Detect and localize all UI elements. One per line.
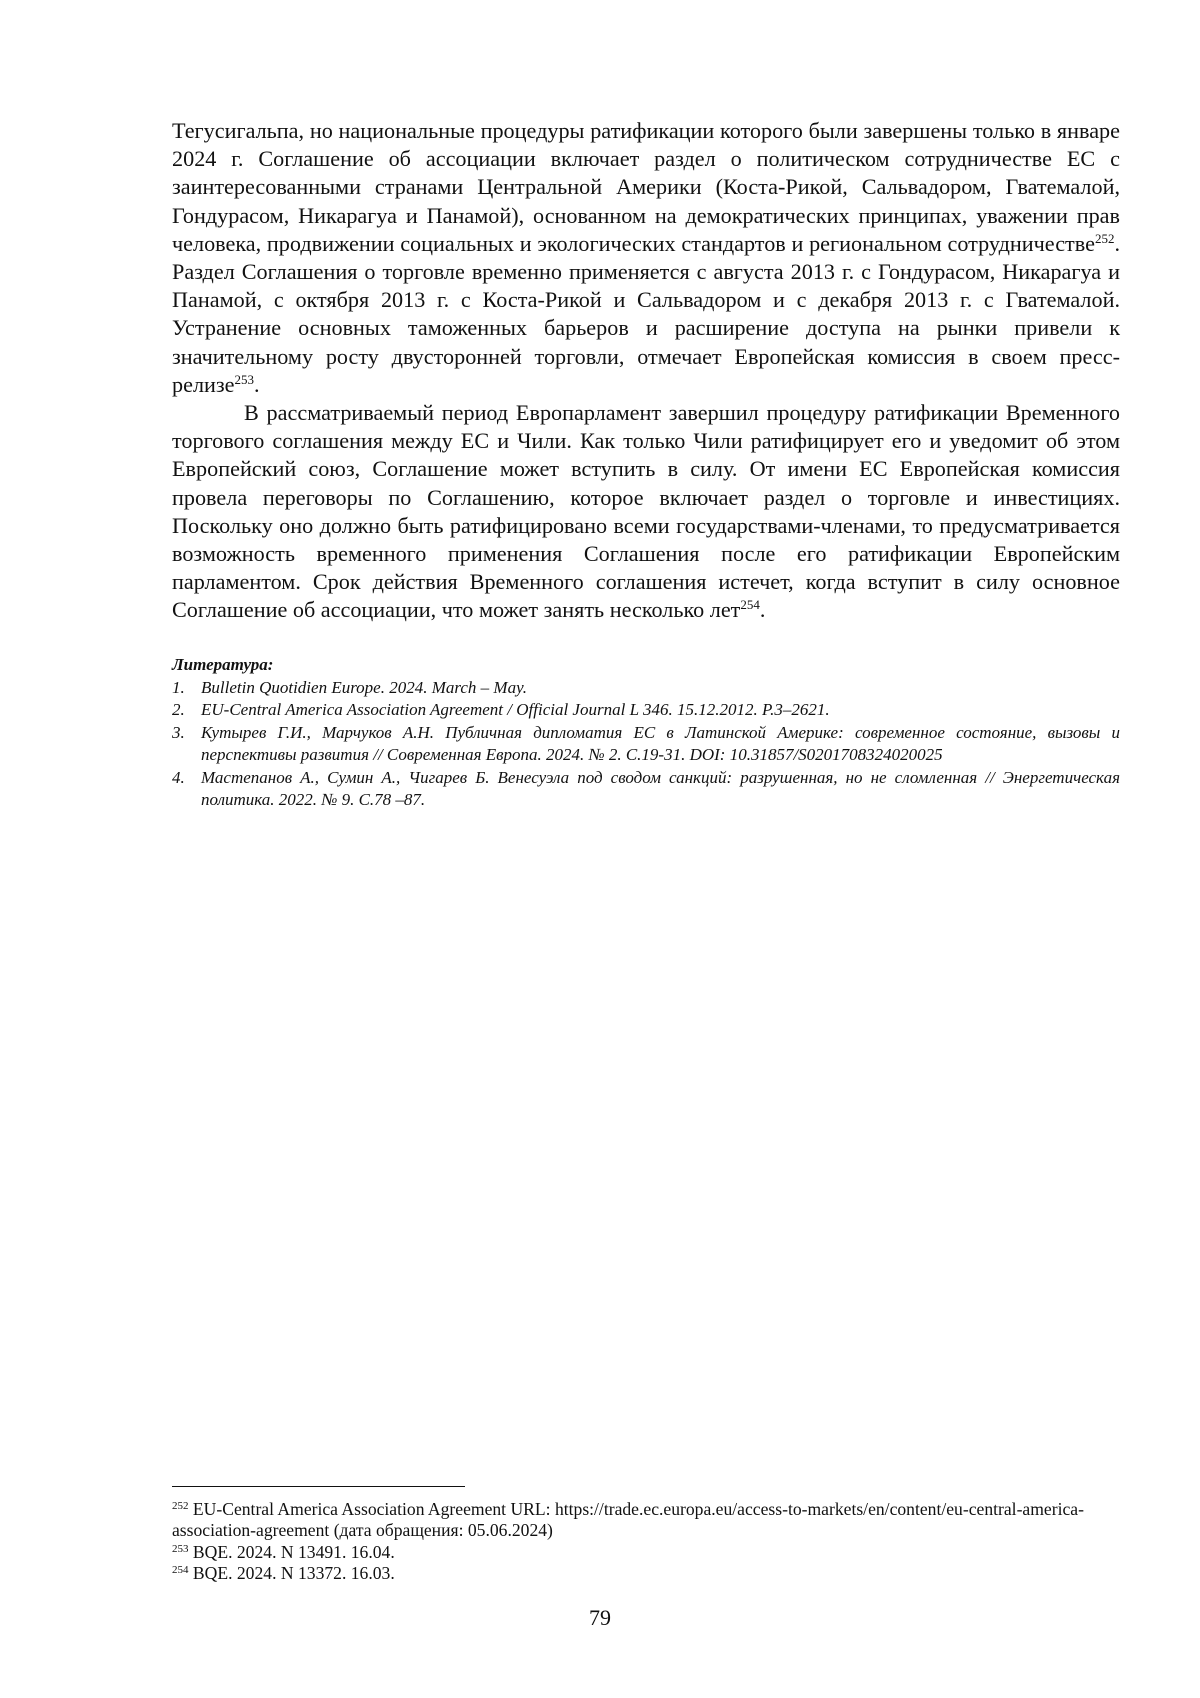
page-body — [172, 117, 1120, 812]
footnote-ref-254[interactable]: 254 — [740, 597, 760, 613]
paragraph-1-text-a: Тегусигальпа, но национальные процедуры ратификации которого были завершены только в январе 2024 г. Соглашение об ассоциации включает раздел о политическом сотрудничестве ЕС с заинтересованными странами Центральной Америки (Коста-Рикой, Сальвадором, Гватемалой, Гондурасом, Никарагуа и Панамой), основанном на демократических принципах, уважении прав человека, продвижении социальных и экологических стандартов и региональном сотрудничестве — [172, 118, 1120, 256]
paragraph-2 — [172, 399, 1120, 625]
literature-item-text: Мастепанов А., Сумин А., Чигарев Б. Венесуэла под сводом санкций: разрушенная, но не сломленная // Энергетическая политика. 2022. № 9. С.78 –87. — [201, 767, 1120, 810]
literature-item-text: Кутырев Г.И., Марчуков А.Н. Публичная дипломатия ЕС в Латинской Америке: современное состояние, вызовы и перспективы развития // Современная Европа. 2024. № 2. С.19-31. DOI: 10.31857/S0201708324020025 — [201, 722, 1120, 765]
footnotes — [172, 1486, 1120, 1585]
footnote-divider — [172, 1486, 465, 1487]
paragraph-1-text-b: . Раздел Соглашения о торговле временно применяется с августа 2013 г. с Гондурасом, Никарагуа и Панамой, с октября 2013 г. с Коста-Рикой и Сальвадором и с декабря 2013 г. с Гватемалой. Устранение основных таможенных барьеров и расширение доступа на рынки привели к значительному росту двусторонней торговли, отмечает Европейская комиссия в своем пресс-релизе — [172, 230, 1120, 397]
page-number: 79 — [589, 1605, 611, 1630]
literature-item-number: 2. — [172, 700, 185, 720]
paragraph-1 — [172, 117, 1120, 399]
literature-item — [172, 677, 1120, 700]
footnote-number: 252 — [172, 1500, 189, 1512]
footnote-254 — [172, 1563, 1120, 1584]
footnote-ref-253[interactable]: 253 — [234, 371, 254, 387]
literature-list — [172, 677, 1120, 812]
footnote-text: BQE. 2024. N 13491. 16.04. — [188, 1541, 395, 1562]
paragraph-2-text-b: . — [759, 597, 766, 623]
paragraph-1-text-c: . — [254, 371, 260, 397]
literature-item — [172, 699, 1120, 722]
literature-item-number: 4. — [172, 767, 185, 787]
literature-item-number: 1. — [172, 677, 185, 697]
paragraph-2-text-a: В рассматриваемый период Европарламент завершил процедуру ратификации Временного торгового соглашения между ЕС и Чили. Как только Чили ратифицирует его и уведомит об этом Европейский союз, Соглашение может вступить в силу. От имени ЕС Европейская комиссия провела переговоры по Соглашению, которое включает раздел о торговле и инвестициях. Поскольку оно должно быть ратифицировано всеми государствами-членами, то предусматривается возможность временного применения Соглашения после его ратификации Европейским парламентом. Срок действия Временного соглашения истечет, когда вступит в силу основное Соглашение об ассоциации, что может занять несколько лет — [172, 400, 1120, 623]
footnote-ref-252[interactable]: 252 — [1094, 230, 1115, 246]
footnote-252 — [172, 1499, 1120, 1542]
literature-item-text: EU-Central America Association Agreement / Official Journal L 346. 15.12.2012. P.3–2621. — [201, 700, 830, 720]
footnote-number: 253 — [172, 1542, 189, 1555]
footnote-text: BQE. 2024. N 13372. 16.03. — [188, 1563, 395, 1584]
footnote-253 — [172, 1542, 1120, 1563]
literature-item — [172, 722, 1120, 767]
literature-item-text: Bulletin Quotidien Europe. 2024. March – May. — [201, 677, 527, 697]
footnote-number: 254 — [172, 1564, 189, 1577]
literature-heading: Литература: — [172, 654, 274, 674]
literature-item — [172, 767, 1120, 812]
footnote-text: EU-Central America Association Agreement URL: https://trade.ec.europa.eu/access-to-markets/en/content/eu-central-america-association-agreement (дата обращения: 05.06.2024) — [172, 1499, 1084, 1541]
literature-item-number: 3. — [172, 722, 185, 742]
